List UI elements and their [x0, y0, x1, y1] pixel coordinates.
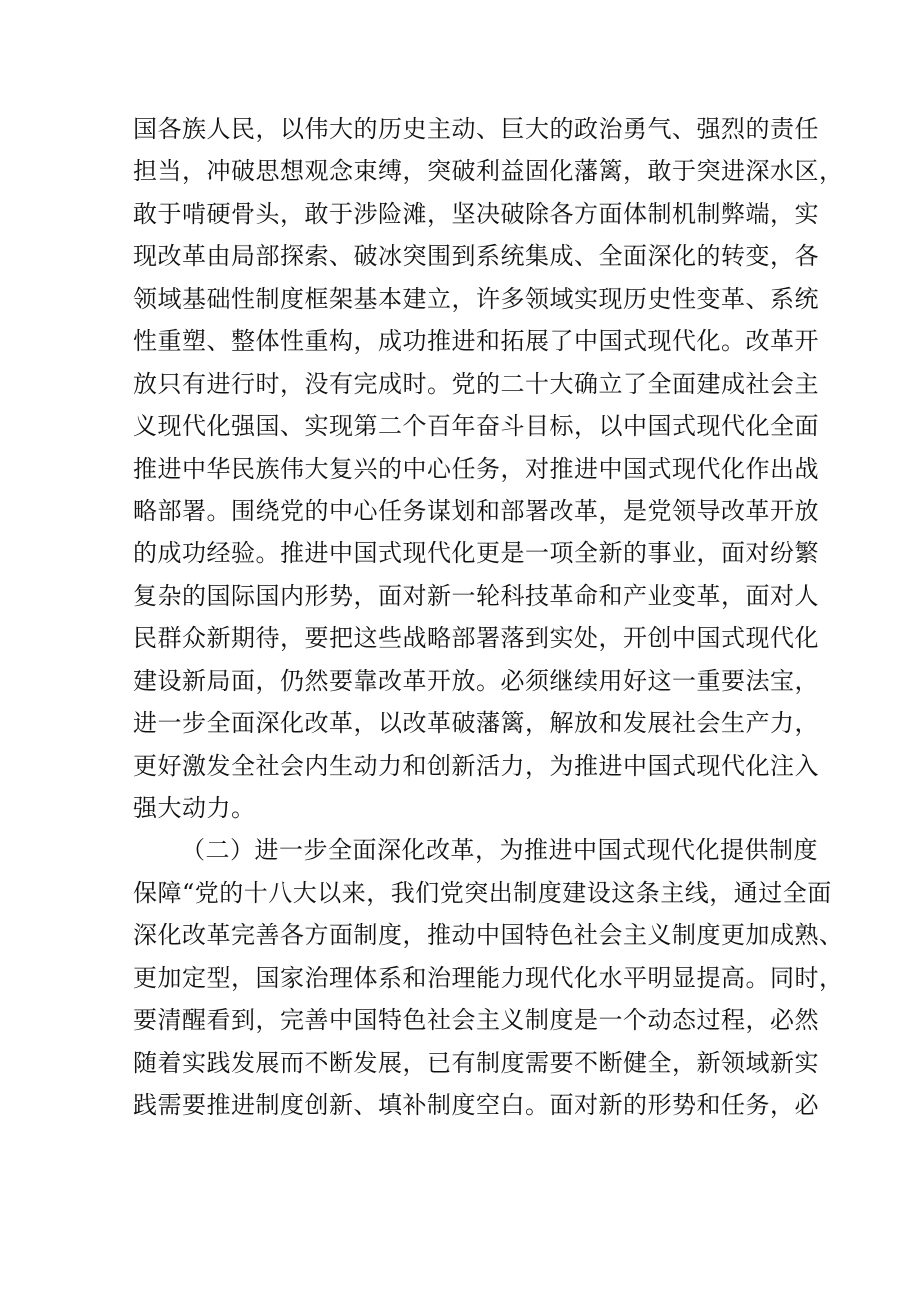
- text-line: 国各族人民，以伟大的历史主动、巨大的政治勇气、强烈的责任: [133, 115, 819, 143]
- text-line: 推进中华民族伟大复兴的中心任务，对推进中国式现代化作出战: [133, 454, 819, 483]
- text-line: 领域基础性制度框架基本建立，许多领域实现历史性变革、系统: [133, 284, 819, 313]
- text-line: 建设新局面，仍然要靠改革开放。必须继续用好这一重要法宝，: [133, 666, 819, 695]
- text-line: 现改革由局部探索、破冰突围到系统集成、全面深化的转变，各: [133, 242, 819, 271]
- text-line: 性重塑、整体性重构，成功推进和拓展了中国式现代化。改革开: [133, 327, 819, 356]
- text-line: 复杂的国际国内形势，面对新一轮科技革命和产业变革，面对人: [133, 581, 819, 610]
- text-line: 随着实践发展而不断发展，已有制度需要不断健全，新领域新实: [133, 1048, 819, 1077]
- text-line: 保障“党的十八大以来，我们党突出制度建设这条主线，通过全面: [133, 878, 832, 907]
- body-text: [133, 108, 844, 1127]
- text-line: 担当，冲破思想观念束缚，突破利益固化藩篱，敢于突进深水区，: [133, 157, 844, 186]
- text-line: 略部署。围绕党的中心任务谋划和部署改革，是党领导改革开放: [133, 496, 819, 525]
- text-line: 的成功经验。推进中国式现代化更是一项全新的事业，面对纷繁: [133, 539, 819, 568]
- text-line: 更加定型，国家治理体系和治理能力现代化水平明显提高。同时，: [133, 963, 844, 992]
- text-line: 民群众新期待，要把这些战略部署落到实处，开创中国式现代化: [133, 624, 819, 653]
- text-line: 放只有进行时，没有完成时。党的二十大确立了全面建成社会主: [133, 369, 819, 398]
- paragraph-end-line: 强大动力。: [133, 794, 256, 822]
- text-line: 敢于啃硬骨头，敢于涉险滩，坚决破除各方面体制机制弊端，实: [133, 199, 819, 228]
- text-line: 进一步全面深化改革，以改革破藩篱，解放和发展社会生产力，: [133, 709, 819, 738]
- section-heading-line: （二）进一步全面深化改革，为推进中国式现代化提供制度: [181, 836, 818, 865]
- text-line: 要清醒看到，完善中国特色社会主义制度是一个动态过程，必然: [133, 1006, 819, 1035]
- text-line: 深化改革完善各方面制度，推动中国特色社会主义制度更加成熟、: [133, 921, 844, 950]
- text-line: 更好激发全社会内生动力和创新活力，为推进中国式现代化注入: [133, 751, 819, 780]
- text-line: 义现代化强国、实现第二个百年奋斗目标，以中国式现代化全面: [133, 412, 819, 441]
- text-line: 践需要推进制度创新、填补制度空白。面对新的形势和任务，必: [133, 1091, 819, 1120]
